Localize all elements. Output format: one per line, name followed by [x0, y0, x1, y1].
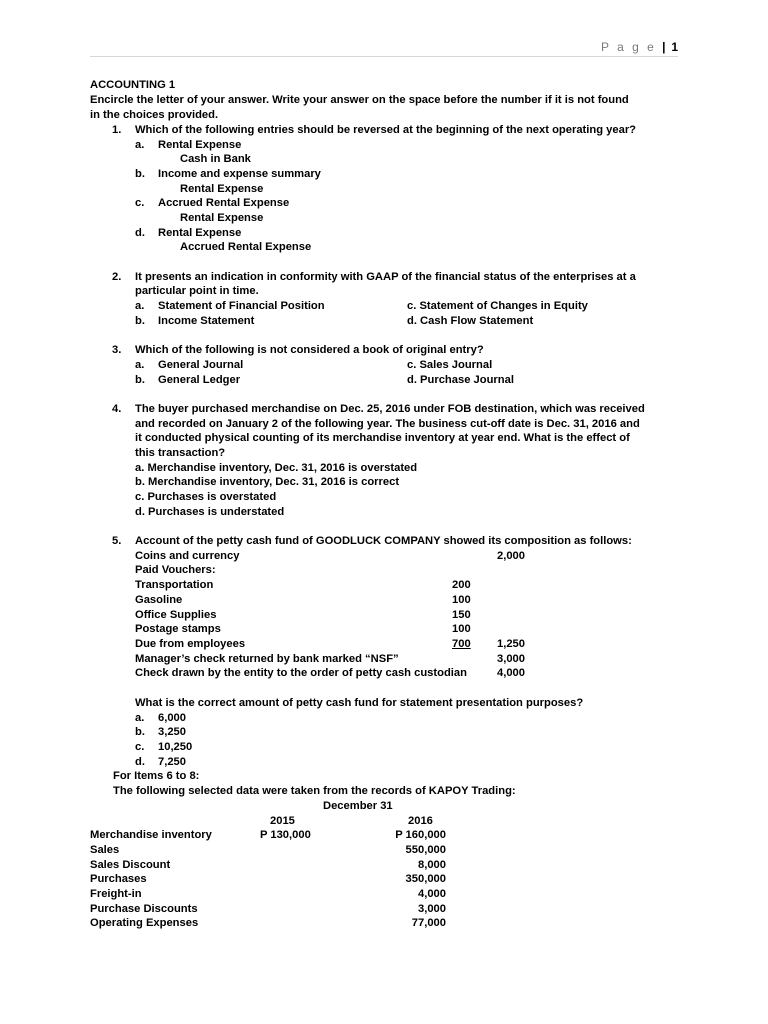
- q4-option-c: c. Purchases is overstated: [135, 491, 277, 503]
- items-6-8-heading: For Items 6 to 8:: [113, 770, 200, 782]
- q1-option-a-letter: a.: [135, 139, 145, 151]
- q2-option-c: c. Statement of Changes in Equity: [407, 300, 588, 312]
- q1-option-c-debit: Accrued Rental Expense: [158, 197, 290, 209]
- q4-text-line-2: and recorded on January 2 of the following year. The business cut-off date is Dec. 31, 2016 and: [135, 418, 640, 430]
- q3-option-b-letter: b.: [135, 374, 145, 386]
- data-row-label: Operating Expenses: [90, 917, 199, 929]
- q5-option-d: 7,250: [158, 756, 186, 768]
- q1-option-b-letter: b.: [135, 168, 145, 180]
- q5-voucher-label: Office Supplies: [135, 609, 217, 621]
- q1-option-d-debit: Rental Expense: [158, 227, 242, 239]
- q4-option-d: d. Purchases is understated: [135, 506, 285, 518]
- q2-option-a: Statement of Financial Position: [158, 300, 325, 312]
- instructions-line-1: Encircle the letter of your answer. Write your answer on the space before the number if it is not found: [90, 94, 629, 106]
- q3-option-b: General Ledger: [158, 374, 241, 386]
- q5-option-d-letter: d.: [135, 756, 145, 768]
- page-header: [601, 40, 678, 54]
- q4-option-a: a. Merchandise inventory, Dec. 31, 2016 is overstated: [135, 462, 418, 474]
- q1-option-d-credit: Accrued Rental Expense: [180, 241, 312, 253]
- q2-option-d: d. Cash Flow Statement: [407, 315, 534, 327]
- date-header: December 31: [323, 800, 393, 812]
- q1-option-b-debit: Income and expense summary: [158, 168, 321, 180]
- data-row-label: Purchase Discounts: [90, 903, 198, 915]
- q2-option-a-letter: a.: [135, 300, 145, 312]
- q3-option-a-letter: a.: [135, 359, 145, 371]
- q5-managers-check-label: Manager’s check returned by bank marked “NSF”: [135, 653, 399, 665]
- q3-number: 3.: [112, 344, 122, 356]
- q1-option-b-credit: Rental Expense: [180, 183, 264, 195]
- q5-check-drawn-value: 4,000: [497, 667, 525, 679]
- q5-coins-value: 2,000: [497, 550, 525, 562]
- q5-option-c: 10,250: [158, 741, 193, 753]
- q5-text: Account of the petty cash fund of GOODLUCK COMPANY showed its composition as follows:: [135, 535, 632, 547]
- q5-option-b-letter: b.: [135, 726, 145, 738]
- q3-option-d: d. Purchase Journal: [407, 374, 514, 386]
- q5-option-a: 6,000: [158, 712, 186, 724]
- data-row-label: Sales: [90, 844, 120, 856]
- q5-voucher-value: 100: [452, 623, 471, 635]
- q5-voucher-label: Due from employees: [135, 638, 246, 650]
- q2-number: 2.: [112, 271, 122, 283]
- q2-text-line-2: particular point in time.: [135, 285, 259, 297]
- q2-option-b: Income Statement: [158, 315, 255, 327]
- q5-voucher-label: Postage stamps: [135, 623, 221, 635]
- data-row-2016: 77,000: [411, 917, 446, 929]
- q5-voucher-value: 700: [452, 638, 471, 650]
- q4-number: 4.: [112, 403, 122, 415]
- page-label: P a g e: [600, 40, 657, 54]
- q3-option-a: General Journal: [158, 359, 244, 371]
- q4-text-line-3: it conducted physical counting of its merchandise inventory at year end. What is the effect of: [135, 432, 630, 444]
- q5-number: 5.: [112, 535, 122, 547]
- q5-vouchers-total: 1,250: [497, 638, 525, 650]
- q5-paid-vouchers-label: Paid Vouchers:: [135, 564, 216, 576]
- q4-option-b: b. Merchandise inventory, Dec. 31, 2016 is correct: [135, 476, 400, 488]
- q5-question: What is the correct amount of petty cash fund for statement presentation purposes?: [135, 697, 584, 709]
- q1-option-d-letter: d.: [135, 227, 145, 239]
- column-2015: 2015: [270, 815, 295, 827]
- q5-voucher-label: Gasoline: [135, 594, 183, 606]
- header-rule: [90, 56, 678, 57]
- q1-option-a-debit: Rental Expense: [158, 139, 242, 151]
- q5-voucher-value: 150: [452, 609, 471, 621]
- data-row-2016: 8,000: [418, 859, 446, 871]
- q5-managers-check-value: 3,000: [497, 653, 525, 665]
- q5-option-b: 3,250: [158, 726, 186, 738]
- data-row-2016: P 160,000: [395, 829, 446, 841]
- document-title: ACCOUNTING 1: [90, 79, 176, 91]
- q5-voucher-label: Transportation: [135, 579, 214, 591]
- q3-text: Which of the following is not considered a book of original entry?: [135, 344, 484, 356]
- q1-option-c-letter: c.: [135, 197, 145, 209]
- data-row-2016: 3,000: [418, 903, 446, 915]
- page-separator: |: [662, 40, 666, 54]
- data-row-2016: 350,000: [405, 873, 446, 885]
- q1-text: Which of the following entries should be reversed at the beginning of the next operating year?: [135, 124, 637, 136]
- q5-voucher-value: 100: [452, 594, 471, 606]
- q4-text-line-4: this transaction?: [135, 447, 226, 459]
- data-row-2015: P 130,000: [260, 829, 311, 841]
- instructions-line-2: in the choices provided.: [90, 109, 219, 121]
- column-2016: 2016: [408, 815, 433, 827]
- q2-text-line-1: It presents an indication in conformity with GAAP of the financial status of the enterprises at a: [135, 271, 636, 283]
- q2-option-b-letter: b.: [135, 315, 145, 327]
- q5-option-a-letter: a.: [135, 712, 145, 724]
- q5-coins-label: Coins and currency: [135, 550, 240, 562]
- q5-check-drawn-label: Check drawn by the entity to the order of petty cash custodian: [135, 667, 467, 679]
- q3-option-c: c. Sales Journal: [407, 359, 493, 371]
- q5-option-c-letter: c.: [135, 741, 145, 753]
- data-row-2016: 550,000: [405, 844, 446, 856]
- q1-option-a-credit: Cash in Bank: [180, 153, 251, 165]
- q1-number: 1.: [112, 124, 122, 136]
- data-row-label: Freight-in: [90, 888, 142, 900]
- q1-option-c-credit: Rental Expense: [180, 212, 264, 224]
- q4-text-line-1: The buyer purchased merchandise on Dec. 25, 2016 under FOB destination, which was received: [135, 403, 645, 415]
- q5-voucher-value: 200: [452, 579, 471, 591]
- data-row-label: Sales Discount: [90, 859, 171, 871]
- page-number: 1: [671, 40, 678, 54]
- items-6-8-intro: The following selected data were taken from the records of KAPOY Trading:: [113, 785, 516, 797]
- data-row-label: Merchandise inventory: [90, 829, 212, 841]
- data-row-2016: 4,000: [418, 888, 446, 900]
- data-row-label: Purchases: [90, 873, 147, 885]
